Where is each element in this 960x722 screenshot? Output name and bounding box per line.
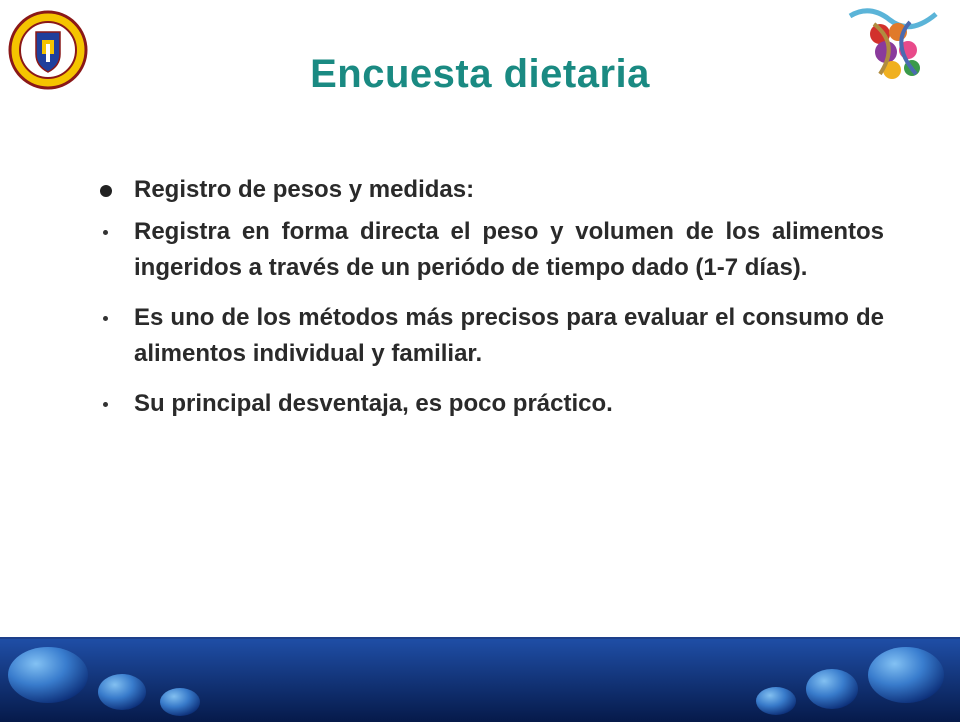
bubble-decoration: [8, 647, 88, 703]
bubble-decoration: [98, 674, 146, 710]
list-item-text: Su principal desventaja, es poco práctico.: [134, 390, 613, 417]
bullet-icon: [103, 316, 108, 321]
slide-title: Encuesta dietaria: [310, 52, 650, 96]
footer-band: [0, 637, 960, 722]
list-item: [96, 214, 884, 286]
list-item: [96, 172, 884, 208]
list-item: [96, 300, 884, 372]
list-item-text: Registra en forma directa el peso y volumen de los alimentos ingeridos a través de un periódo de tiempo dado (1-7 días).: [134, 218, 884, 281]
list-item-text: Es uno de los métodos más precisos para evaluar el consumo de alimentos individual y familiar.: [134, 304, 884, 367]
bullet-icon: [103, 402, 108, 407]
bubble-decoration: [868, 647, 944, 703]
list-item-text: Registro de pesos y medidas:: [134, 176, 475, 203]
bullet-icon: [103, 230, 108, 235]
bullet-icon: [100, 185, 112, 197]
bubble-decoration: [160, 688, 200, 716]
bullet-list: [96, 172, 884, 436]
list-item: [96, 386, 884, 422]
bubble-decoration: [806, 669, 858, 709]
bubble-decoration: [756, 687, 796, 715]
